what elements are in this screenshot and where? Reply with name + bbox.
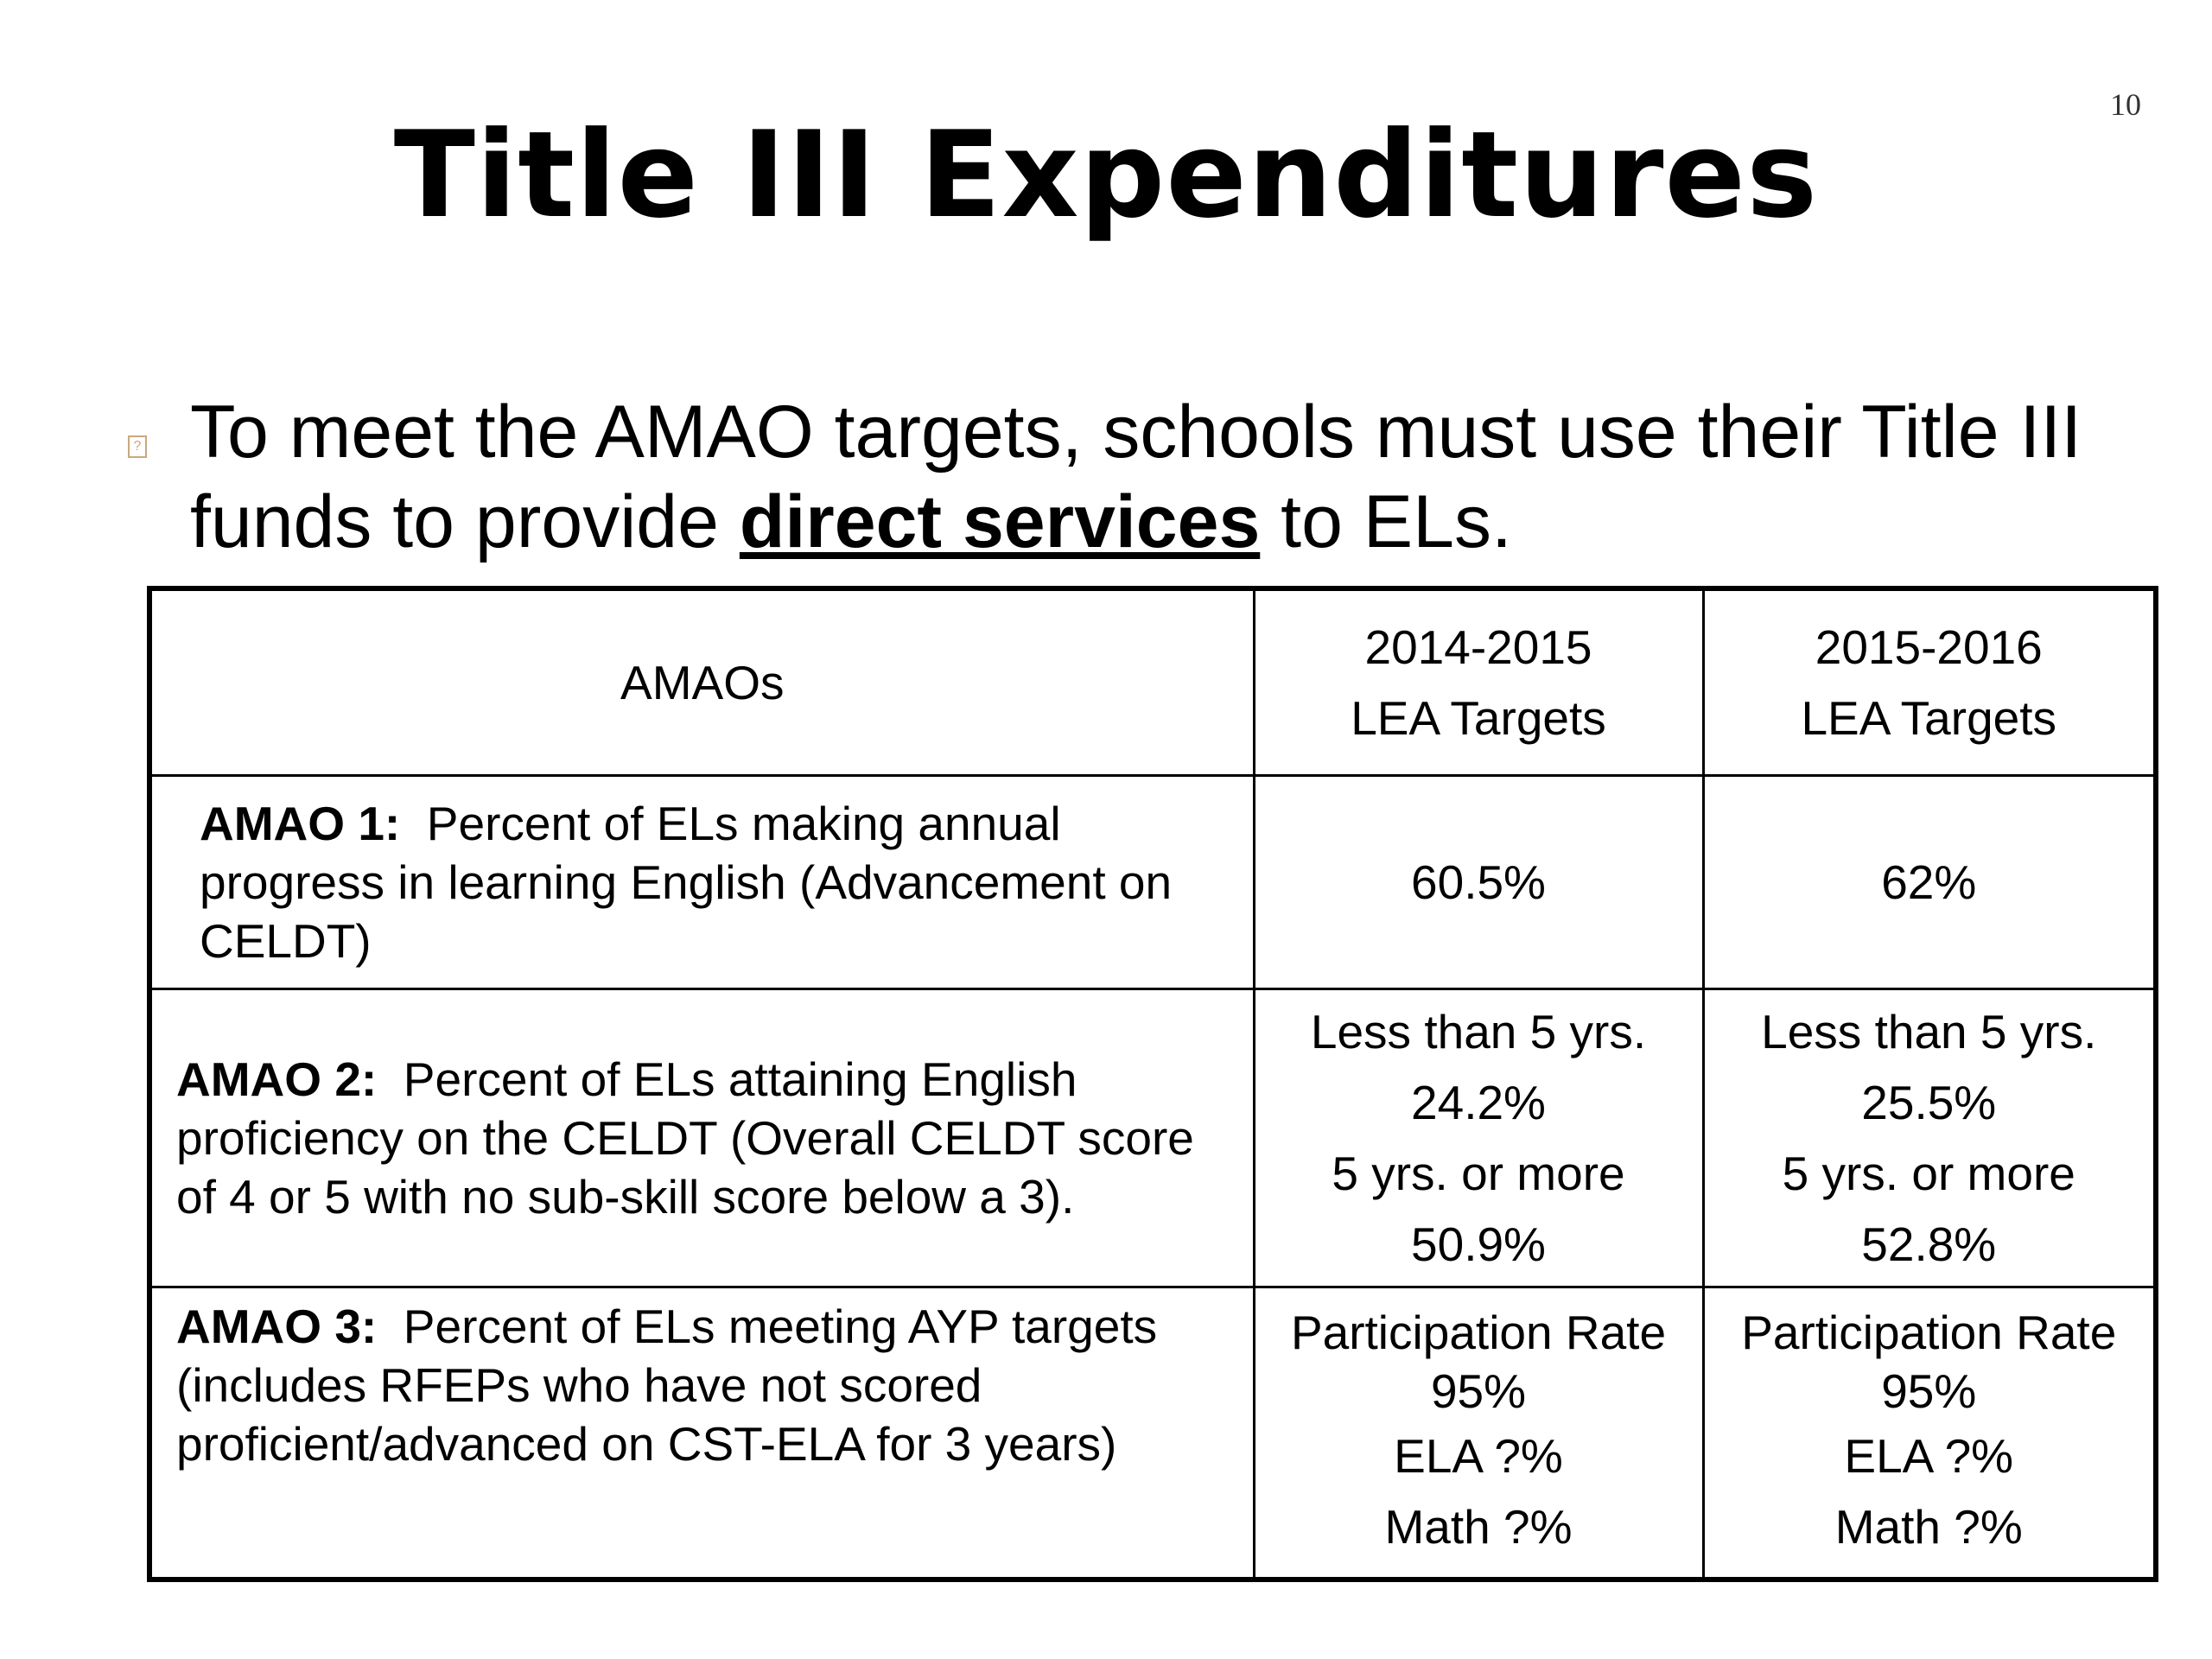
amao-1-description: [149, 776, 1254, 989]
target-label: Less than 5 yrs.: [1310, 1005, 1647, 1058]
target-value: 24.2%: [1411, 1076, 1546, 1129]
amao-3-target-2015-2016: [1703, 1287, 2156, 1580]
header-amaos-label: AMAOs: [620, 656, 785, 709]
header-2015-2016-label: LEA Targets: [1801, 691, 2057, 745]
target-label: Less than 5 yrs.: [1761, 1005, 2097, 1058]
amao-3-description: [149, 1287, 1254, 1580]
amao-2-target-2014-2015: [1254, 989, 1703, 1287]
page-number: 10: [2110, 87, 2141, 122]
bullet-text-before: To meet the AMAO targets, schools must use their Title III funds to provide: [190, 391, 2082, 563]
target-value: 95%: [1430, 1364, 1527, 1418]
target-label: 5 yrs. or more: [1332, 1147, 1625, 1200]
target-value: Math ?%: [1384, 1500, 1573, 1554]
header-2014-2015: [1254, 588, 1703, 776]
bullet-emphasis: direct services: [739, 480, 1261, 563]
header-2014-2015-year: 2014-2015: [1364, 620, 1592, 674]
target-value: 25.5%: [1861, 1076, 1997, 1129]
target-value: ELA ?%: [1844, 1429, 2014, 1483]
target-value: Math ?%: [1834, 1500, 2023, 1554]
bullet-text-after: to ELs.: [1260, 480, 1512, 563]
amao-2-description: [149, 989, 1254, 1287]
amao-3-text: Percent of ELs meeting AYP targets (includes RFEPs who have not scored proficient/advanced on CST-ELA for 3 years): [176, 1300, 1158, 1471]
target-value: 60.5%: [1411, 855, 1546, 909]
target-label: Participation Rate: [1290, 1306, 1667, 1359]
header-2015-2016: [1703, 588, 2156, 776]
slide-title: Title III Expenditures: [393, 105, 1819, 245]
bullet-point: [128, 387, 2115, 567]
target-value: 95%: [1881, 1364, 1977, 1418]
table-row: [149, 989, 2156, 1287]
target-label: Participation Rate: [1741, 1306, 2117, 1359]
header-amaos: [149, 588, 1254, 776]
amao-1-target-2015-2016: [1703, 776, 2156, 989]
target-value: ELA ?%: [1394, 1429, 1563, 1483]
table-row: [149, 1287, 2156, 1580]
target-label: 5 yrs. or more: [1782, 1147, 2075, 1200]
bullet-marker-icon: ?: [128, 435, 147, 458]
amao-1-name: AMAO 1:: [200, 797, 401, 850]
amao-1-target-2014-2015: [1254, 776, 1703, 989]
amao-2-text: Percent of ELs attaining English proficiency on the CELDT (Overall CELDT score of 4 or 5 with no sub-skill score below a 3).: [176, 1052, 1194, 1224]
amao-2-name: AMAO 2:: [176, 1052, 378, 1106]
target-value: 62%: [1881, 855, 1977, 909]
bullet-text: [190, 387, 2115, 567]
header-2014-2015-label: LEA Targets: [1351, 691, 1606, 745]
amao-2-target-2015-2016: [1703, 989, 2156, 1287]
target-value: 50.9%: [1411, 1217, 1546, 1271]
amao-targets-table: [147, 586, 2158, 1582]
target-value: 52.8%: [1861, 1217, 1997, 1271]
header-2015-2016-year: 2015-2016: [1815, 620, 2043, 674]
amao-3-name: AMAO 3:: [176, 1300, 378, 1353]
table-header-row: [149, 588, 2156, 776]
table-row: [149, 776, 2156, 989]
amao-1-text: Percent of ELs making annual progress in learning English (Advancement on CELDT): [200, 797, 1173, 968]
amao-3-target-2014-2015: [1254, 1287, 1703, 1580]
